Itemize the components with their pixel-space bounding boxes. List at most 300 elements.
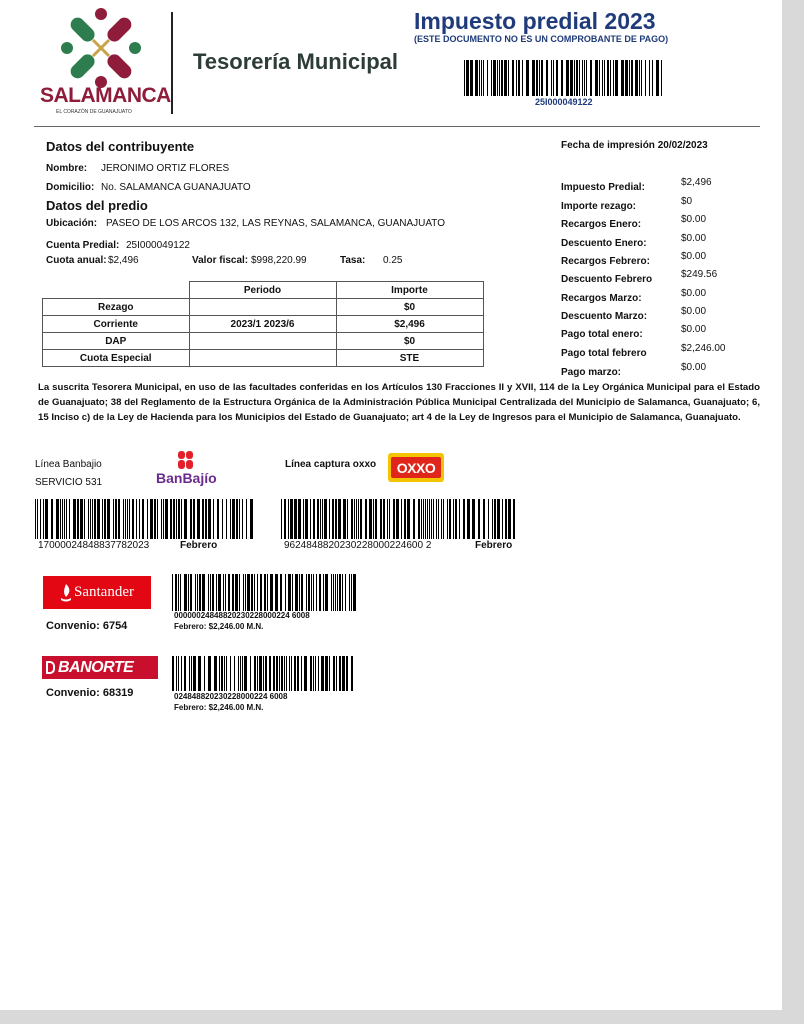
barcode-bar	[586, 60, 587, 96]
barcode-bar	[288, 574, 291, 611]
barcode-bar	[475, 60, 478, 96]
barcode-bar	[576, 60, 578, 96]
barcode-bar	[147, 499, 148, 539]
barcode-bar	[313, 499, 315, 539]
barcode-bar	[288, 499, 289, 539]
barcode-bar	[369, 499, 372, 539]
barcode-bar	[190, 574, 192, 611]
barcode-bar	[269, 656, 271, 691]
barcode-bar	[346, 656, 348, 691]
barcode-bar	[324, 499, 327, 539]
barcode-bar	[191, 656, 192, 691]
barcode-bar	[561, 60, 563, 96]
summary-row: Recargos Febrero: $0.00	[561, 251, 707, 267]
table-row	[43, 299, 484, 316]
barcode-bar	[163, 499, 164, 539]
barcode-bar	[321, 656, 324, 691]
barcode-bar	[541, 60, 543, 96]
barcode-bar	[508, 60, 509, 96]
barcode-bar	[441, 499, 442, 539]
barcode-bar	[176, 499, 177, 539]
summary-row: Importe rezago: $0	[561, 196, 693, 212]
barcode-bar	[88, 499, 89, 539]
barcode-bar	[244, 656, 247, 691]
barcode-bar	[333, 574, 334, 611]
barcode-bar	[295, 574, 298, 611]
barcode-bar	[516, 60, 517, 96]
barcode-bar	[243, 574, 244, 611]
barcode-bar	[546, 60, 548, 96]
barcode-bar	[281, 499, 282, 539]
row-amount: $2,496	[336, 316, 483, 333]
barcode-bar	[178, 656, 179, 691]
rate-label: Tasa:	[340, 255, 366, 266]
barcode-bar	[539, 60, 540, 96]
barcode-bar	[276, 656, 278, 691]
barcode-bar	[216, 574, 217, 611]
barcode-bar	[223, 574, 224, 611]
barcode-bar	[536, 60, 538, 96]
barcode-bar	[214, 656, 217, 691]
barcode-bar	[418, 499, 420, 539]
property-location: PASEO DE LOS ARCOS 132, LAS REYNAS, SALAMANCA, GUANAJUATO	[106, 218, 445, 229]
barcode-bar	[193, 656, 196, 691]
barcode-bar	[230, 656, 231, 691]
barcode-bar	[259, 656, 262, 691]
barcode-bar	[579, 60, 580, 96]
barcode-bar	[493, 60, 496, 96]
barcode-bar	[102, 499, 103, 539]
barcode-bar	[265, 656, 267, 691]
barcode-bar	[250, 499, 253, 539]
barcode-bar	[308, 574, 310, 611]
table-row	[43, 350, 484, 367]
barcode-bar	[286, 656, 287, 691]
barcode-bar	[318, 656, 319, 691]
header-divider	[171, 12, 173, 114]
barcode-bar	[310, 656, 312, 691]
barcode-bar	[113, 499, 114, 539]
barcode-bar	[433, 499, 434, 539]
barcode-bar	[90, 499, 91, 539]
barcode-bar	[263, 656, 264, 691]
barcode-bar	[193, 499, 195, 539]
barcode-bar	[246, 499, 247, 539]
banbajio-logo	[156, 450, 228, 488]
barcode-bar	[161, 499, 162, 539]
barcode-bar	[289, 656, 290, 691]
barcode-bar	[522, 60, 523, 96]
barcode-bar	[165, 499, 168, 539]
barcode-bar	[139, 499, 140, 539]
barcode-bar	[273, 656, 275, 691]
barcode-bar	[387, 499, 388, 539]
barcode-bar	[467, 499, 470, 539]
summary-row: Recargos Marzo: $0.00	[561, 288, 707, 304]
account-label: Cuenta Predial:	[46, 240, 120, 251]
barcode-bar	[574, 60, 575, 96]
barcode-bar	[483, 499, 485, 539]
barcode-bar	[353, 574, 356, 611]
barcode-bar	[204, 656, 205, 691]
santander-logo	[43, 576, 151, 609]
barcode-bar	[329, 656, 330, 691]
barcode-bar	[80, 499, 83, 539]
barcode-bar	[625, 60, 628, 96]
summary-row: Pago total febrero $2,246.00	[561, 343, 726, 359]
barcode-bar	[142, 499, 144, 539]
barcode-bar	[375, 499, 377, 539]
barcode-bar	[556, 60, 558, 96]
barcode-bar	[639, 60, 640, 96]
barcode-bar	[501, 60, 503, 96]
amount-header: Importe	[336, 282, 483, 299]
barcode-bar	[319, 574, 321, 611]
fiscal-value: $998,220.99	[251, 255, 307, 266]
summary-row: Recargos Enero: $0.00	[561, 214, 707, 230]
barcode-bar	[532, 60, 535, 96]
barcode-bar	[199, 574, 201, 611]
barcode-bar	[320, 499, 321, 539]
barcode-bar	[479, 60, 480, 96]
barcode-bar	[97, 499, 100, 539]
barcode-bar	[225, 574, 226, 611]
barcode-bar	[208, 499, 211, 539]
barcode-bar	[497, 499, 500, 539]
barcode-bar	[250, 656, 251, 691]
barcode-bar	[607, 60, 609, 96]
barcode-bar	[299, 574, 300, 611]
barcode-bar	[40, 499, 41, 539]
barcode-bar	[582, 60, 583, 96]
barcode-bar	[311, 574, 312, 611]
period-table	[42, 281, 484, 367]
barcode-bar	[322, 499, 323, 539]
barcode-bar	[257, 656, 258, 691]
barcode-bar	[136, 499, 137, 539]
barcode-bar	[413, 499, 415, 539]
barcode-bar	[178, 499, 180, 539]
barcode-bar	[463, 499, 465, 539]
annual-amount: $2,496	[108, 255, 139, 266]
summary-row: Impuesto Predial: $2,496	[561, 177, 712, 193]
banbajio-barcode	[35, 499, 254, 539]
barcode-bar	[494, 499, 496, 539]
barcode-bar	[230, 499, 231, 539]
barcode-bar	[317, 499, 319, 539]
barcode-bar	[64, 499, 65, 539]
barcode-bar	[284, 656, 285, 691]
barcode-bar	[396, 499, 399, 539]
barcode-bar	[380, 499, 382, 539]
barcode-bar	[208, 574, 209, 611]
row-concept: DAP	[43, 333, 190, 350]
banorte-barcode	[172, 656, 356, 691]
banorte-barcode-number: 024848820230228000224 6008	[174, 692, 288, 701]
barcode-bar	[518, 60, 520, 96]
santander-barcode-number: 00000024848820230228000224 6008	[174, 611, 310, 620]
property-account: 25I000049122	[126, 240, 190, 251]
barcode-bar	[212, 574, 214, 611]
barcode-bar	[228, 574, 230, 611]
barcode-bar	[222, 499, 223, 539]
santander-agreement: Convenio: 6754	[46, 620, 128, 632]
summary-row: Descuento Enero: $0.00	[561, 233, 707, 249]
barcode-bar	[218, 574, 221, 611]
annual-label: Cuota anual:	[46, 255, 107, 266]
barcode-bar	[184, 574, 187, 611]
barcode-bar	[645, 60, 646, 96]
banorte-mark-icon	[46, 661, 55, 674]
barcode-bar	[313, 656, 314, 691]
rate-value: 0.25	[383, 255, 403, 266]
oxxo-barcode-number: 9624848820230228000224600 2	[284, 540, 432, 551]
barcode-bar	[497, 60, 498, 96]
barcode-bar	[235, 574, 238, 611]
row-amount: $0	[336, 299, 483, 316]
barcode-bar	[438, 499, 439, 539]
barcode-bar	[339, 656, 341, 691]
barcode-bar	[339, 574, 341, 611]
barcode-bar	[210, 574, 211, 611]
barcode-bar	[356, 499, 357, 539]
barcode-bar	[661, 60, 662, 96]
barcode-bar	[181, 499, 182, 539]
barcode-bar	[226, 656, 227, 691]
banbajio-mark-icon	[156, 450, 228, 470]
period-header: Periodo	[189, 282, 336, 299]
barcode-bar	[488, 499, 489, 539]
banorte-logo	[42, 656, 158, 679]
row-concept: Corriente	[43, 316, 190, 333]
barcode-bar	[436, 499, 437, 539]
header-barcode-number: 25I000049122	[535, 97, 593, 107]
barcode-bar	[175, 574, 177, 611]
barcode-bar	[354, 499, 355, 539]
barcode-bar	[107, 499, 110, 539]
address-label: Domicilio:	[46, 182, 95, 193]
barcode-bar	[449, 499, 451, 539]
barcode-bar	[242, 656, 243, 691]
barcode-bar	[491, 60, 492, 96]
barcode-bar	[221, 656, 223, 691]
document-subtitle: (ESTE DOCUMENTO NO ES UN COMPROBANTE DE PAGO)	[414, 34, 669, 44]
barcode-bar	[94, 499, 96, 539]
barcode-bar	[393, 499, 395, 539]
oxxo-barcode	[281, 499, 517, 539]
barcode-bar	[316, 574, 317, 611]
barcode-bar	[423, 499, 424, 539]
barcode-bar	[310, 499, 311, 539]
header-rule	[34, 126, 760, 127]
barcode-bar	[189, 656, 190, 691]
barcode-bar	[331, 574, 332, 611]
barcode-bar	[157, 499, 158, 539]
barcode-bar	[466, 60, 469, 96]
row-amount: $0	[336, 333, 483, 350]
header-barcode	[464, 60, 666, 96]
barcode-bar	[232, 574, 234, 611]
barcode-bar	[599, 60, 600, 96]
barcode-bar	[502, 499, 503, 539]
barcode-bar	[566, 60, 569, 96]
barcode-bar	[347, 499, 348, 539]
barcode-bar	[224, 656, 225, 691]
row-concept: Rezago	[43, 299, 190, 316]
barcode-bar	[181, 656, 182, 691]
barcode-bar	[499, 60, 500, 96]
barcode-bar	[303, 499, 304, 539]
salamanca-logo	[40, 4, 171, 116]
barcode-bar	[383, 499, 385, 539]
barcode-bar	[172, 656, 174, 691]
barcode-bar	[92, 499, 93, 539]
barcode-bar	[280, 574, 282, 611]
barcode-bar	[150, 499, 153, 539]
barcode-bar	[176, 656, 177, 691]
barcode-bar	[245, 574, 246, 611]
santander-barcode	[172, 574, 356, 611]
barcode-bar	[188, 574, 189, 611]
table-corner	[43, 282, 190, 299]
barcode-bar	[513, 499, 515, 539]
santander-logo-text: Santander	[74, 584, 134, 600]
barcode-bar	[43, 499, 44, 539]
barcode-bar	[447, 499, 448, 539]
barcode-bar	[173, 499, 175, 539]
barcode-bar	[351, 574, 352, 611]
barcode-bar	[208, 656, 211, 691]
santander-flame-icon	[59, 584, 73, 602]
barcode-bar	[492, 499, 493, 539]
barcode-bar	[342, 574, 343, 611]
barcode-bar	[242, 499, 243, 539]
barcode-bar	[56, 499, 59, 539]
barcode-bar	[481, 60, 482, 96]
barcode-bar	[584, 60, 585, 96]
barcode-bar	[602, 60, 603, 96]
document-title: Impuesto predial 2023	[414, 8, 656, 34]
barcode-bar	[313, 574, 314, 611]
summary-row: Pago marzo: $0.00	[561, 362, 707, 378]
barcode-bar	[337, 574, 338, 611]
taxpayer-section-title: Datos del contribuyente	[46, 139, 195, 154]
row-amount: STE	[336, 350, 483, 367]
barcode-bar	[180, 574, 181, 611]
barcode-bar	[526, 60, 529, 96]
barcode-bar	[656, 60, 659, 96]
barcode-bar	[213, 499, 214, 539]
barcode-bar	[613, 60, 614, 96]
barcode-bar	[202, 499, 204, 539]
barcode-bar	[306, 574, 307, 611]
barcode-bar	[553, 60, 554, 96]
summary-row: Pago total enero: $0.00	[561, 324, 707, 340]
barcode-bar	[373, 499, 374, 539]
banorte-logo-text: BANORTE	[58, 659, 134, 676]
barcode-bar	[239, 574, 240, 611]
barcode-bar	[129, 499, 130, 539]
office-name: Tesorería Municipal	[193, 49, 398, 74]
barcode-bar	[425, 499, 426, 539]
barcode-bar	[298, 499, 301, 539]
barcode-bar	[453, 499, 454, 539]
barcode-bar	[504, 60, 507, 96]
barcode-bar	[260, 574, 262, 611]
barcode-bar	[360, 499, 362, 539]
row-period	[189, 350, 336, 367]
barcode-bar	[401, 499, 402, 539]
barcode-bar	[335, 574, 336, 611]
barcode-bar	[365, 499, 367, 539]
barcode-bar	[431, 499, 432, 539]
barcode-bar	[184, 656, 186, 691]
barcode-bar	[389, 499, 390, 539]
name-label: Nombre:	[46, 163, 88, 174]
city-name: SALAMANCA	[40, 84, 171, 107]
summary-row: Descuento Febrero $249.56	[561, 269, 718, 285]
barcode-bar	[641, 60, 642, 96]
barcode-bar	[238, 656, 239, 691]
barcode-bar	[226, 499, 227, 539]
barcode-bar	[172, 574, 173, 611]
barcode-bar	[239, 499, 240, 539]
barcode-bar	[232, 499, 235, 539]
barcode-bar	[551, 60, 552, 96]
barcode-bar	[325, 574, 328, 611]
barcode-bar	[464, 60, 465, 96]
barcode-bar	[264, 574, 266, 611]
barcode-bar	[336, 656, 337, 691]
barcode-bar	[301, 574, 303, 611]
barcode-bar	[202, 574, 205, 611]
barcode-bar	[254, 656, 256, 691]
barcode-bar	[333, 656, 335, 691]
barcode-bar	[123, 499, 124, 539]
banbajio-barcode-number: 17000024848837782023	[38, 540, 150, 551]
barcode-bar	[427, 499, 428, 539]
banorte-agreement: Convenio: 68319	[46, 687, 134, 699]
barcode-bar	[170, 499, 172, 539]
barcode-bar	[323, 574, 324, 611]
barcode-bar	[332, 499, 334, 539]
barcode-bar	[335, 499, 337, 539]
salamanca-emblem-icon	[40, 4, 162, 94]
barcode-bar	[195, 574, 196, 611]
barcode-bar	[631, 60, 633, 96]
table-row	[43, 333, 484, 350]
barcode-bar	[505, 499, 507, 539]
barcode-bar	[652, 60, 653, 96]
barcode-bar	[512, 60, 514, 96]
legal-paragraph: La suscrita Tesorera Municipal, en uso de las facultades conferidas en los Artículos 130 Fracciones II y XVII, 114 de la Ley Orgánica Municipal para el Estado de Guanajuato; 38 del Reglamento de la Estructura Orgánica de la Administración Pública Municipal Centralizada del Municipio de Salamanca, Guanajuato; 6, 15 Inciso c) de la Ley de Hacienda para los Municipios del Estado de Guanajuato; art 4 de la Ley de Ingresos para el Municipio de Salamanca, Guanajuato.	[38, 382, 760, 423]
barcode-bar	[69, 499, 70, 539]
santander-amount: Febrero: $2,246.00 M.N.	[174, 622, 264, 631]
barcode-bar	[51, 499, 53, 539]
barcode-bar	[60, 499, 61, 539]
oxxo-logo-text: OXXO	[396, 460, 436, 476]
barcode-bar	[198, 656, 201, 691]
barcode-bar	[421, 499, 422, 539]
barcode-bar	[267, 574, 268, 611]
barcode-bar	[487, 60, 488, 96]
barcode-bar	[297, 656, 299, 691]
barcode-bar	[294, 499, 297, 539]
row-period	[189, 299, 336, 316]
barcode-bar	[115, 499, 117, 539]
barcode-bar	[178, 574, 179, 611]
barcode-bar	[247, 574, 250, 611]
